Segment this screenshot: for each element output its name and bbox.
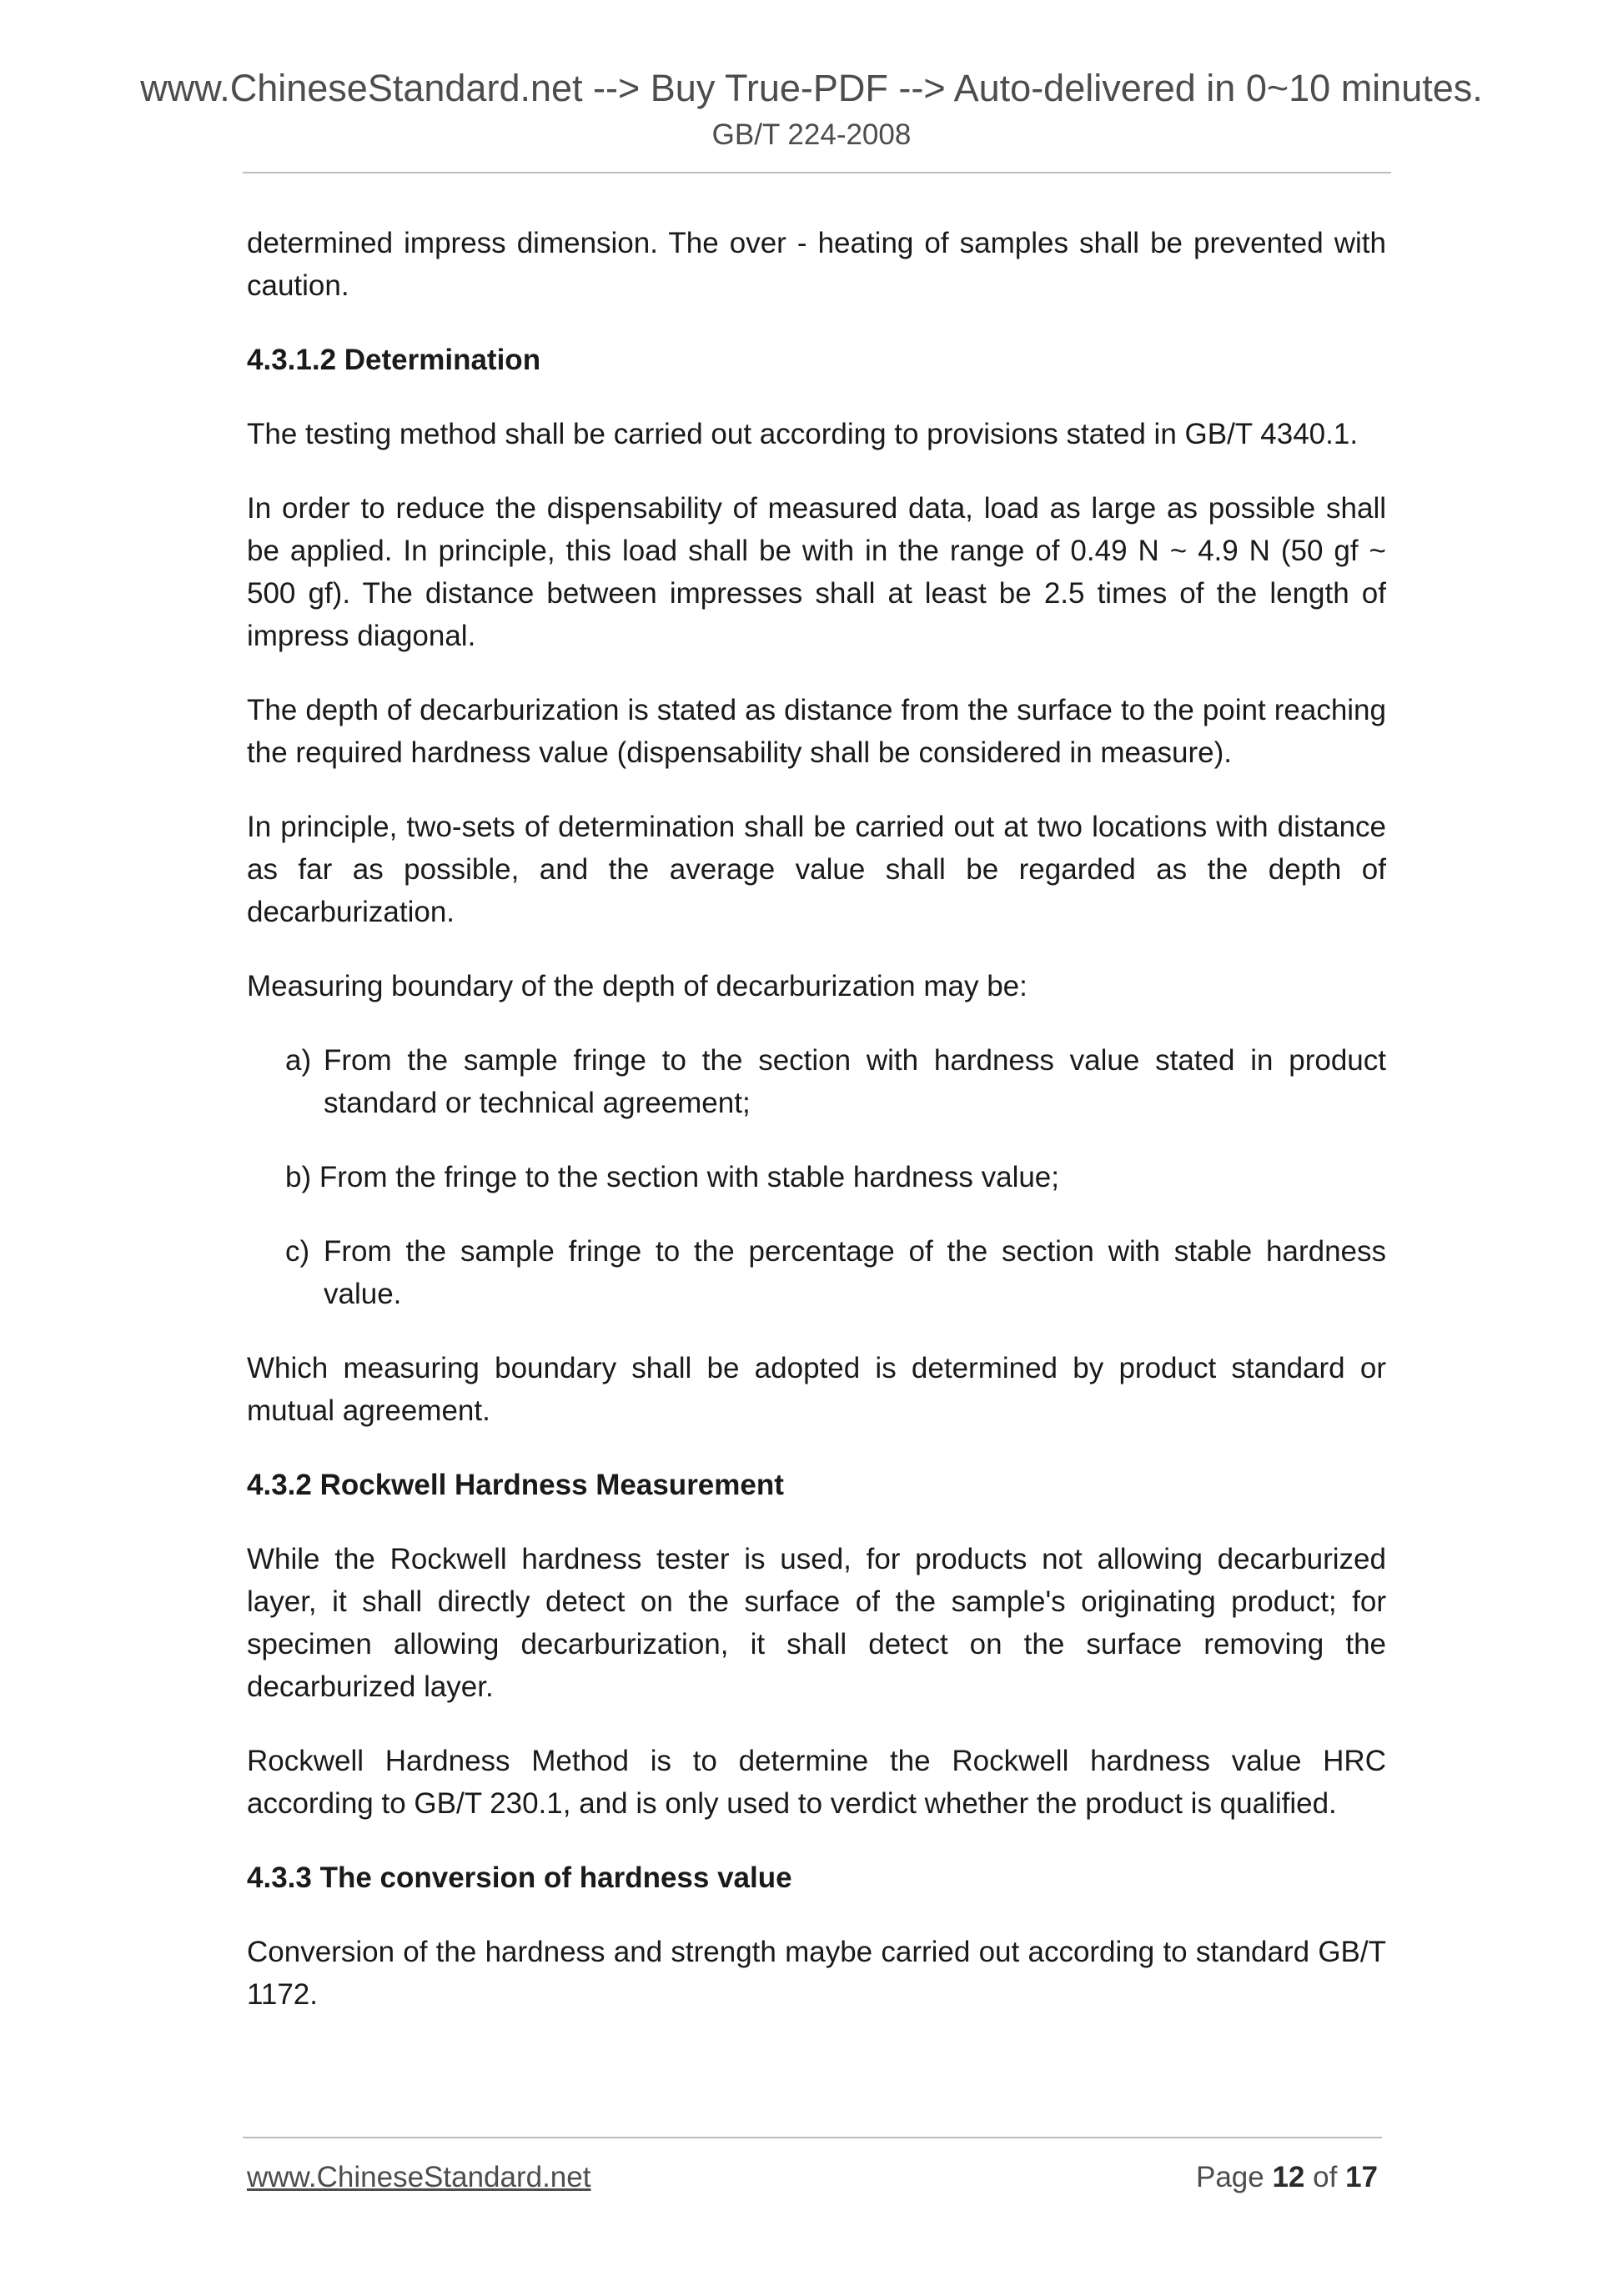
- list-marker: b): [285, 1161, 312, 1193]
- list-item-a: [285, 1039, 1386, 1124]
- page-number: [1196, 2157, 1378, 2198]
- paragraph: While the Rockwell hardness tester is used, for products not allowing decarburized layer, it shall directly detect on the surface of the sample's originating product; for specimen allowing decarburization, it shall detect on the surface removing the decarburized layer.: [247, 1543, 1386, 1703]
- page-footer: [247, 2157, 1378, 2198]
- page-total: 17: [1345, 2161, 1378, 2193]
- list-item-b: [285, 1156, 1386, 1198]
- list-marker: c): [285, 1235, 310, 1268]
- paragraph: Conversion of the hardness and strength maybe carried out according to standard GB/T 1172.: [247, 1936, 1386, 2011]
- list-item-text: From the sample fringe to the percentage of the section with stable hardness value.: [324, 1235, 1386, 1310]
- paragraph: The depth of decarburization is stated as distance from the surface to the point reaching the required hardness value (dispensability shall be considered in measure).: [247, 694, 1386, 769]
- section-heading-4-3-1-2: 4.3.1.2 Determination: [247, 344, 541, 376]
- paragraph: Measuring boundary of the depth of decarburization may be:: [247, 970, 1028, 1002]
- list-item-text: From the sample fringe to the section with hardness value stated in product standard or technical agreement;: [324, 1044, 1386, 1119]
- header-divider: [243, 172, 1391, 173]
- page-current: 12: [1272, 2161, 1305, 2193]
- header-promo-text: www.ChineseStandard.net --> Buy True-PDF --> Auto-delivered in 0~10 minutes.: [140, 67, 1483, 109]
- list-marker: a): [285, 1044, 312, 1077]
- paragraph: In principle, two-sets of determination shall be carried out at two locations with distance as far as possible, and the average value shall be regarded as the depth of decarburization.: [247, 811, 1386, 928]
- paragraph: The testing method shall be carried out according to provisions stated in GB/T 4340.1.: [247, 418, 1359, 450]
- list-item-c: [285, 1230, 1386, 1315]
- header-standard-number: GB/T 224-2008: [711, 118, 912, 151]
- page-label: Page: [1195, 2161, 1264, 2193]
- section-heading-4-3-2: 4.3.2 Rockwell Hardness Measurement: [247, 1469, 784, 1501]
- paragraph: Rockwell Hardness Method is to determine the Rockwell hardness value HRC according to GB/T 230.1, and is only used to verdict whether the product is qualified.: [247, 1745, 1386, 1820]
- paragraph: In order to reduce the dispensability of measured data, load as large as possible shall be applied. In principle, this load shall be with in the range of 0.49 N ~ 4.9 N (50 gf ~ 500 gf). The distance between impresses shall at least be 2.5 times of the length of impress diagonal.: [247, 492, 1386, 652]
- footer-divider: [243, 2137, 1382, 2138]
- footer-website-link[interactable]: www.ChineseStandard.net: [247, 2161, 591, 2193]
- paragraph: Which measuring boundary shall be adopted is determined by product standard or mutual agreement.: [247, 1352, 1386, 1427]
- section-heading-4-3-3: 4.3.3 The conversion of hardness value: [247, 1861, 792, 1894]
- continued-paragraph: determined impress dimension. The over - heating of samples shall be prevented with caution.: [247, 227, 1386, 302]
- page-of-label: of: [1313, 2161, 1338, 2193]
- page-header: [0, 63, 1623, 153]
- document-body: [247, 222, 1386, 2047]
- list-item-text: From the fringe to the section with stable hardness value;: [319, 1161, 1059, 1193]
